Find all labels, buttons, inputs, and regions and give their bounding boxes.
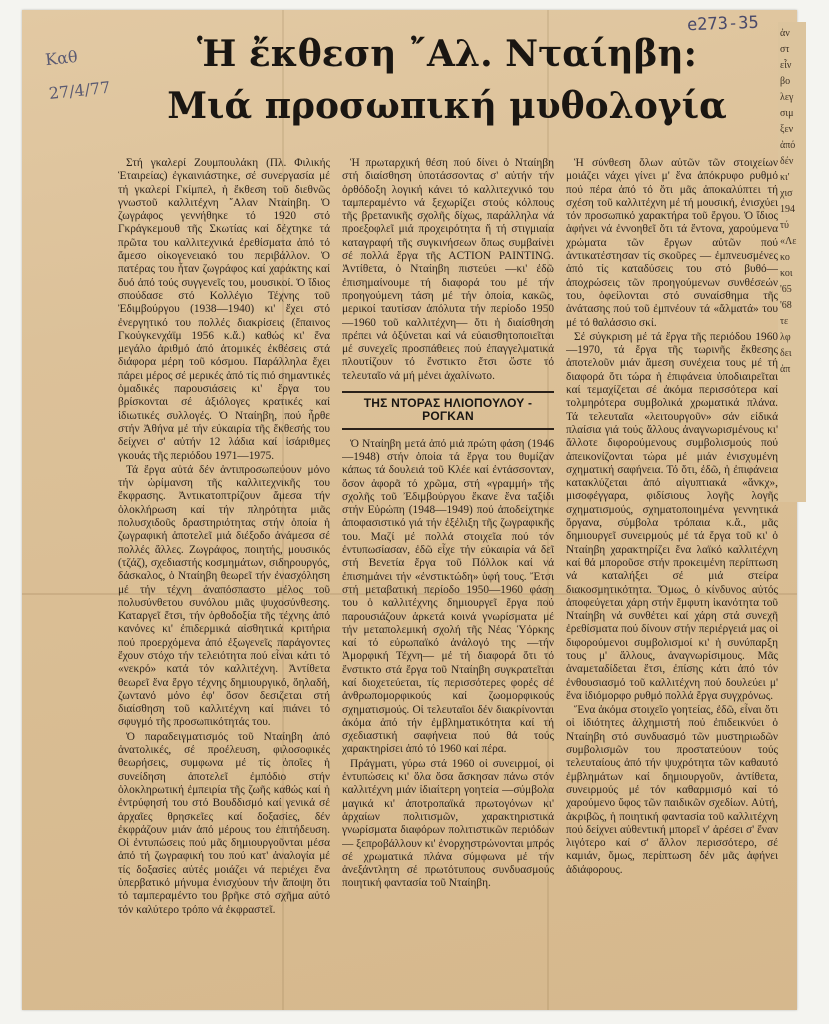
paragraph: Ὁ Νταίηβη μετά ἀπό μιά πρώτη φάση (1946—1948) στήν ὁποία τά ἔργα του θυμίζαν κάπως τά δουλειά τοῦ Κλέε καί ἐντάσσονταν, ὅσον ἀφορᾶ τό χρῶμα, στή «γραμμή» τῆς σχολῆς τοῦ Ἐδιμβούργου ἔκανε ἕνα ταξίδι στήν Εὐρώπη (1948—1949) πού ἀποδείχτηκε ἀποφασιστικό γιά τήν ἐξέλιξη τῆς ζωγραφικῆς του. Μαζί μέ πολλά στοιχεῖα πού τόν ἐντυπωσίασαν, ἐδῶ εἶχε τήν εὐκαιρία νά δεῖ στή Βενετία ἔργα τοῦ Πόλλοκ καί νά ἐπισημάνει τήν «ἐνστικτώδη» ὑφή τους. Ἔτσι στή μεταβατική περίοδο 1950—1960 φάση του ὁ καλλιτέχνης δημιουργεῖ ἔργα πού παρουσιάζουν ἀρκετά κοινά γνωρίσματα μέ τήν μεταπολεμική σχολή τῆς Νέας Ὑόρκης καί τό εὐρωπαϊκό ἀνάλογό της —τήν Ἀμορφική Τέχνη— μέ τή διαφορά ὅτι τό ἔνστικτο στά ἔργα τοῦ Νταίηβη συγκρατεῖται καί διοχετεύεται, τίς περισσότερες φορές σέ ἀνθρωπομορφικούς καί ζωομορφικούς σχηματισμούς. Οἱ τελευταῖοι δέν διακρίνονται ἀκόμα ἀπό τήν ἐμβληματικότητα καί τή σχεδιαστική σαφήνεια πού θά τούς χαρακτηρίσει ἀπό τό 1960 καί πέρα. bbox=[342, 437, 554, 756]
paragraph: Σέ σύγκριση μέ τά ἔργα τῆς περιόδου 1960—1970, τά ἔργα τῆς τωρινῆς ἔκθεσης ἀποτελοῦν μιάν ἄμεση συνέχεια τους μέ τή διαφορά ὅτι τώρα ἡ ἐπιφάνεια ὑποδιαιρεῖται καί τεμαχίζεται σέ ἀκόμα περισσότερα καί τολμηρότερα συμβολικά χρωματικά πλάνα. Τά τελευταῖα «λειτουργοῦν» σάν εἰδικά πλαίσια γιά τούς ἄλλους ἀναγνωρισμένους κι' ἄλλοτε διφορούμενους συμβολισμούς πού ἀπεικονίζονται τώρα μέ μιάν ἐνισχυμένη σχηματική σαφήνεια. Τό ὅτι, ἐδῶ, ἡ ἐπιφάνεια κατακλύζεται ἀπό αἰγυπτιακά «ἄνκχ», μισοφέγγαρα, φιδίσιους λογῆς λογῆς σχηματισμούς, σχηματοποιημένα γεννητικά ὄργανα, σύμβολα τρόπαια κ.ἄ., μᾶς δημιουργεῖ συνειρμούς μέ τά ἔργα τοῦ κι' ὁ Νταίηβη χαρακτηρίζει ἕνα λαϊκό καλλιτέχνη καί θά μποροῦσε στήν προκειμένη περίπτωση νά καταλήξει σέ μιά στείρα διακοσμητικότητα. Ὅμως, ὁ κίνδυνος αὐτός ἀποφεύγεται χάρη στήν ἔμφυτη ἱκανότητα τοῦ Νταίηβη νά συνθέτει καί χάρη στά συνεχῆ ἐρεθίσματα πού δίνουν στήν περιέργειά μας οἱ διφορούμενοι συμβολισμοί κι' ἡ συνύπαρξη τους μ' ἄλλους, ἀναγνωρίσιμους. Μᾶς ἀναμεταδίδεται ἔτσι, ἐπίσης κάτι ἀπό τόν ἐνθουσιασμό τοῦ καλλιτέχνη πού δουλεύει μ' ἕνα ἰδιόμορφο ρυθμό πολλά ἔργα συγχρόνως. bbox=[566, 330, 778, 702]
byline: ΤΗΣ ΝΤΟΡΑΣ ΗΛΙΟΠΟΥΛΟΥ - ΡΟΓΚΑΝ bbox=[342, 391, 554, 430]
headline bbox=[107, 28, 787, 132]
newspaper-clipping bbox=[22, 10, 797, 1010]
paragraph: Ὁ παραδειγματισμός τοῦ Νταίηβη ἀπό ἀνατολικές, σέ προέλευση, φιλοσοφικές θεωρήσεις, συμφωνα μέ τίς ὁποῖες ἡ συνείδηση ἀποτελεῖ ἐμπόδιο στήν ὁλοκληρωτική ἐμπειρία τῆς ζωῆς καθώς καί ἡ ἐντρύφησή του στό Βουδδισμό καί γενικά σέ ἀρχαῖες θρησκεῖες καί δοξασίες, δέν ἐκφράζουν μιάν ἀπό μέρους του ἐπιτήδευση. Οἱ ἐντυπώσεις πού μᾶς δημιουργοῦνται μέσα ἀπό τή ζωγραφική του πού κατ' ἀναλογία μέ τίς δοξασίες αὐτές μοιάζει νά περιέχει ἕνα ὑπερβατικό μήνυμα ἐνισχύουν τήν ἄποψη ὅτι τό ταμπεραμέντο του βρῆκε στό σχῆμα αὐτό τόν καλύτερο τρόπο νά ἐκφραστεῖ. bbox=[118, 730, 330, 916]
article-body bbox=[118, 157, 784, 1002]
annotation-date: 27/4/77 bbox=[47, 77, 112, 103]
side-fragment: στ bbox=[780, 44, 790, 55]
side-fragment: κι' bbox=[780, 172, 790, 183]
adjacent-column-fragment bbox=[778, 22, 806, 502]
side-fragment: ἀπό bbox=[780, 140, 796, 151]
column-1 bbox=[118, 157, 330, 1002]
side-fragment: λεγ bbox=[780, 92, 794, 103]
side-fragment: ἀν bbox=[780, 28, 790, 39]
annotation-text: Καθ bbox=[44, 46, 79, 70]
side-fragment: ἀπ bbox=[780, 364, 791, 375]
archive-code: e273-35 bbox=[687, 12, 760, 36]
side-fragment: «Λε bbox=[780, 236, 797, 247]
side-fragment: τε bbox=[780, 316, 789, 327]
column-3 bbox=[566, 157, 778, 1002]
paragraph: Πράγματι, γύρω στά 1960 οἱ συνειρμοί, οἱ ἐντυπώσεις κι' ὅλα ὅσα ἄσκησαν πάνω στόν καλλιτέχνη μιάν ἰδιαίτερη γοητεία —σύμβολα μαγικά κι' ἀποτροπαϊκά πρωτογόνων κι' ἀρχαίων πολιτισμῶν, χαρακτηριστικά γνωρίσματα διαφόρων πολιτιστικῶν περιόδων— ξεπροβάλλουν κι' ἐνορχηστρώνονται μπρός σέ χρωματικά πλάνα σύμφωνα μέ τήν ἀνεξάντλητη σέ πρωτότυπους συνδυασμούς ποιητική φαντασία τοῦ Νταίηβη. bbox=[342, 757, 554, 890]
side-fragment: '65 bbox=[780, 284, 792, 295]
side-fragment: χισ bbox=[780, 188, 793, 199]
paragraph: Ἕνα ἀκόμα στοιχεῖο γοητείας, ἐδῶ, εἶναι ὅτι οἱ ἰδιότητες ἀλχημιστή πού ἐπιδεικνύει ὁ Νταίηβη στό συνδυασμό τῶν μυστηριωδῶν συμβολισμῶν του προστατεύουν τούς τελευταίους ἀπό τήν ψυχρότητα τῶν καθαυτό ἐμβλημάτων καί δημιουργοῦν, ἀντίθετα, συνειρμούς μέ τόν καθαρμισμό καί τό χαρούμενο ὕφος τῶν παιδικῶν σχεδίων. Αὐτή, ἀκριβῶς, ἡ ποιητική φαντασία τοῦ καλλιτέχνη πού δείχνει αὐθεντική μπορεῖ ν' ἀρέσει σ' ἕναν λιγότερο καί σ' ἄλλον περισσότερο, σέ καμιάν, ὅμως, περίπτωση δέν μᾶς ἀφήνει ἀδιάφορους. bbox=[566, 704, 778, 876]
side-fragment: κο bbox=[780, 252, 790, 263]
side-fragment: λφ bbox=[780, 332, 791, 343]
side-fragment: βο bbox=[780, 76, 791, 87]
column-2 bbox=[342, 157, 554, 1002]
side-fragment: '68 bbox=[780, 300, 792, 311]
headline-line-1: Ἡ ἔκθεση ῎Αλ. Νταίηβη: bbox=[197, 33, 697, 75]
side-fragment: εἶν bbox=[780, 60, 792, 71]
paragraph: Τά ἔργα αὐτά δέν ἀντιπροσωπεύουν μόνο τήν ὡρίμανση τῆς καλλιτεχνικῆς του ἔκφρασης. Ἀντικατοπτρίζουν ἄμεσα τήν ὁλοκλήρωση καί τήν πληρότητα μιᾶς πολυσχιδοῦς δραστηριότητας στήν ὁποία ἡ ζωγραφική ἀποτελεῖ μιά διέξοδο ἀνάμεσα σέ πολλές ἄλλες. Ζωγράφος, ποιητής, μουσικός (τζάζ), σχεδιαστής κοσμημάτων, σιδηρουργός, δάσκαλος, ὁ Νταίηβη θεωρεῖ τήν ἐνασχόληση μέ τήν τέχνη ἀναπόσπαστο μέλος τοῦ πολυσύνθετου συνόλου μιᾶς ψυχοσύνθεσης. Καταργεῖ ἔτσι, τήν ὀρθοδοξία τῆς τέχνης ἀπό κανόνες κι' ἐπιδερμικά αἰσθητικά κριτήρια πού προερχόμενα ἀπό ἐξωγενεῖς παράγοντες ἔχουν στόχο τήν τελειότητα πού εἶναι κάτι τό «νεκρό» κατά τόν καλλιτέχνη. Ἀντίθετα θεωρεῖ ἕνα ἔργο τέχνης δημιουργικό, ὅηλαδή, ζωντανό μόνο ἐφ' ὅσον δεσιζεται στή διαίσθηση τοῦ καλλιτέχνη καί πιάνει τό σφυγμό τῆς προσωπικότητάς του. bbox=[118, 463, 330, 729]
side-fragment: 194 bbox=[780, 204, 795, 215]
side-fragment: δει bbox=[780, 348, 792, 359]
side-fragment: τύ bbox=[780, 220, 789, 231]
paragraph: Στή γκαλερί Ζουμπουλάκη (Πλ. Φιλικής Ἑταιρείας) ἐγκαινιάστηκε, σέ συνεργασία μέ τή γκαλερί Γκίμπελ, ἡ ἔκθεση τοῦ διεθνῶς γνωστοῦ καλλιτέχνη ῎Αλαν Νταίηβη. Ὁ ζωγράφος γεννήθηκε τό 1920 στό Γκράγκεμουθ τῆς Σκωτίας καί δέχτηκε τά πρῶτα του καλλιτεχνικά ἐρεθίσματα ἀπό τό ἄμεσο οἰκογενειακό του περιβάλλον. Ὁ πατέρας του ἦταν ζωγράφος καί χαράκτης καί δυό ἀπό τούς συγγενεῖς του, μουσικοί. Ὁ ἴδιος σπούδασε στό Κολλέγιο Τέχνης τοῦ Ἐδιμβούργου (1938—1940) κι' ἔχει στό ἐνεργητικό του πολλές διακρίσεις (ἔπαινος Γκούγκενχάϊμ 1956 κ.ἄ.) καθώς κι' ἕνα μεγάλο ἀριθμό ἀπό ἀτομικές ἐκθέσεις στά διάφορα μέρη τοῦ κόσμου. Παράλληλα ἔχει πάρει μέρος σέ μερικές ἀπό τίς πιό σημαντικές ὁμαδικές παρουσιάσεις κι' ἔργα του βρίσκονται σέ ἀξιόλογες κρατικές καί ἰδιωτικές συλλογές. Ὁ Νταίηβη, πού ἦρθε στήν Ἀθήνα μέ τήν εὐκαιρία τῆς ἔκθεσής του δείχνει σ' αὐτήν 12 λάδια καί ἰσάριθμες γκουάς τῆς περιόδου 1971—1975. bbox=[118, 157, 330, 462]
side-fragment: σιμ bbox=[780, 108, 794, 119]
handwritten-annotation bbox=[44, 37, 111, 111]
side-fragment: ξεν bbox=[780, 124, 794, 135]
side-fragment: κοι bbox=[780, 268, 793, 279]
paragraph: Ἡ πρωταρχική θέση πού δίνει ὁ Νταίηβη στή διαίσθηση ὑποτάσσοντας σ' αὐτήν τήν ὀρθόδοξη λογική κάνει τό καλλιτεχνικό του ταμπεραμέντο νά ξεχωρίζει στούς κόλπους τῆς βρετανικῆς σχολῆς δίχως, παράλληλα νά προεξοφλεῖ μιά προχειρότητα ἤ τή στιγμιαία καταγραφή τῆς συγκινήσεων ὅπως συμβαίνει σέ πολλά ἔργα τῆς ACTION PAINTING. Ἀντίθετα, ὁ Νταίηβη πιστεύει —κι' ἐδῶ ἐπισημαίνουμε τή διαφορά του μέ τήν προηγούμενη τάση μέ τήν ὁποία, κακῶς, μερικοί ταυτίσαν ἀπόλυτα τήν περίοδο 1950—1960 τοῦ καλλιτέχνη— ὅτι ἡ διαίσθηση πρέπει νά ὀξύνεται καί νά εὐαισθητοποιεῖται μέ συνεχεῖς προσπάθειες πού ἐπαγγελματικά πλουτίζουν τό ἔνστικτο ἔτσι ὥστε τό τελευταῖο νά μή μένει ἀχαλίνωτο. bbox=[342, 157, 554, 382]
side-fragment: δέν bbox=[780, 156, 794, 167]
headline-line-2: Μιά προσωπική μυθολογία bbox=[167, 85, 727, 127]
paragraph: Ἡ σύνθεση ὅλων αὐτῶν τῶν στοιχείων μοιάζει νάχει γίνει μ' ἕνα ἀπόκρυφο ρυθμό πού πέρα ἀπό τό ὅτι μᾶς ἀποκαλύπτει τή σχέση τοῦ καλλιτέχνη μέ τή μουσική, ἐνισχύει τόν προσωπικό χαρακτήρα τοῦ ἔργου. Ὁ ἴδιος ἀφήνει νά ἐννοηθεῖ ὅτι τά ἔντονα, χαρούμενα χρώματα τῶν ἔργων αὐτῶν πού ἀντικατέστησαν τίς σκοῦρες — ἐμπνευσμένες ἀπό τίς καταδύσεις του στό βυθό— ἀποχρώσεις τῶν προηγούμενων συνθέσεών του, ὀφείλονται στό συναίσθημα τῆς ἀνάτασης πού τοῦ ἐμπνέουν τά «ἄλματά» του μέ τό θαλάσσιο σκί. bbox=[566, 157, 778, 329]
